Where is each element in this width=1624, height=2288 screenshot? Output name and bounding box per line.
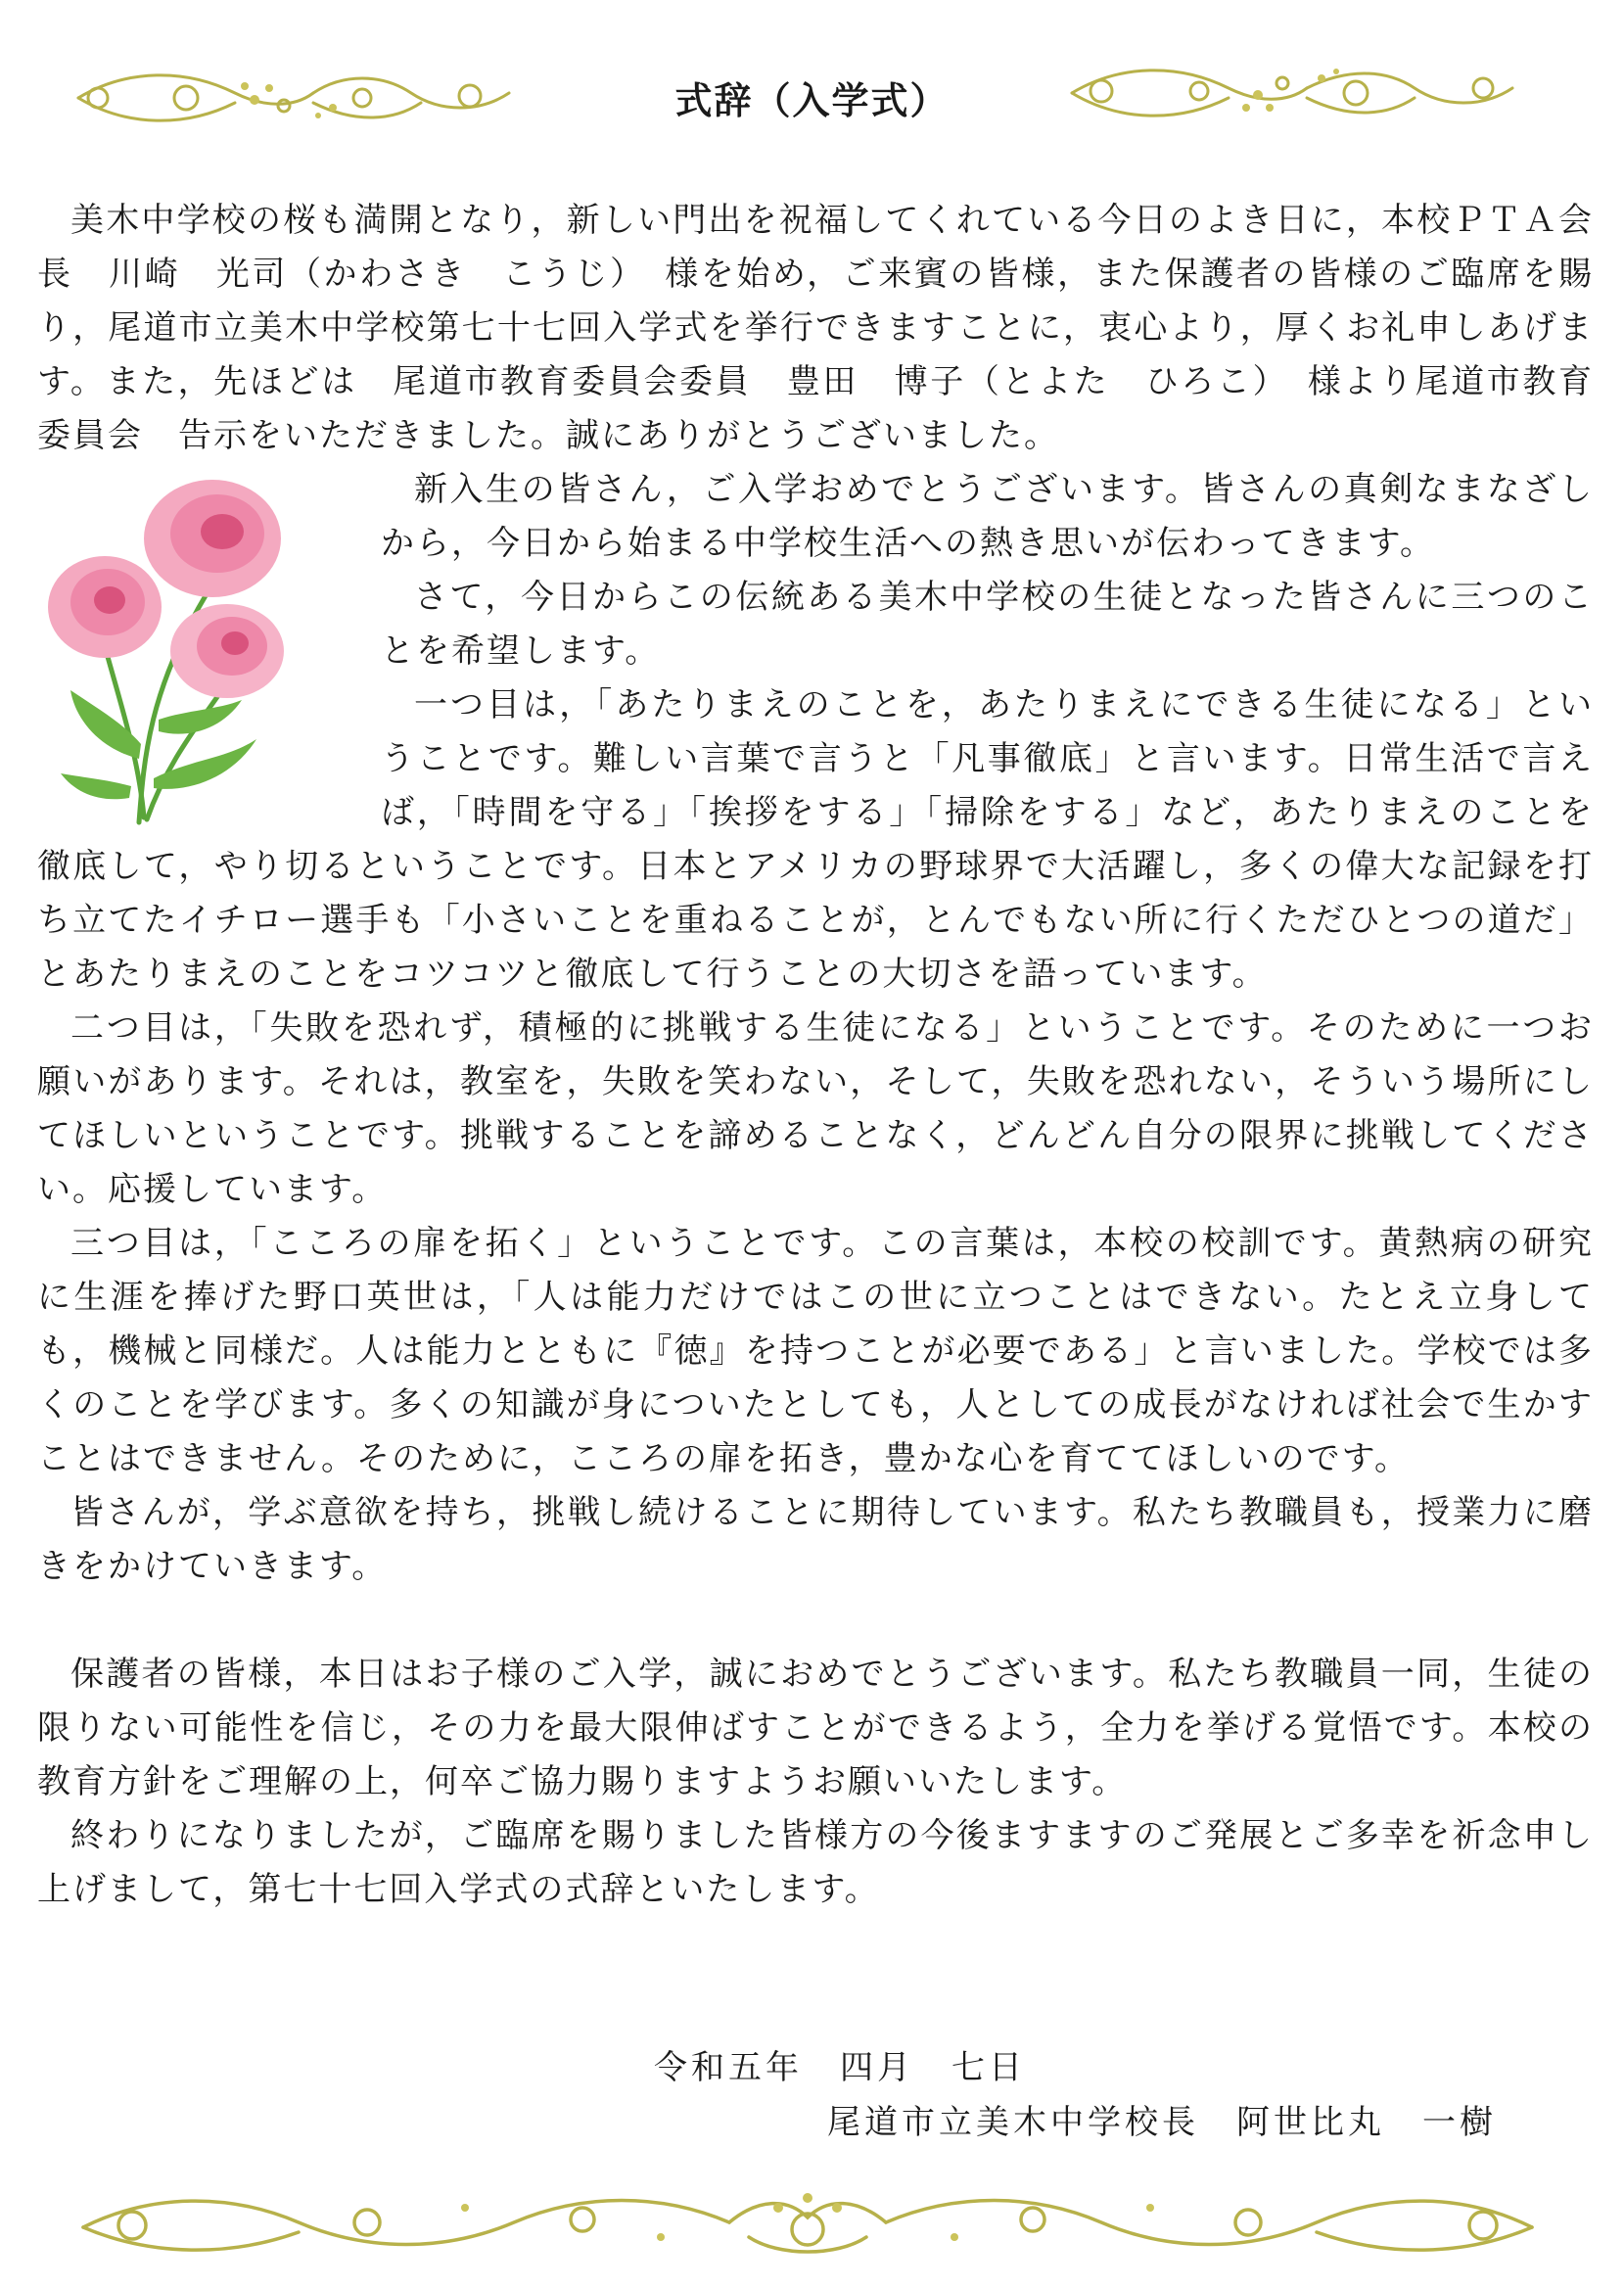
paragraph-third: 三つ目は，「こころの扉を拓く」ということです。この言葉は，本校の校訓です。黄熱病の研究に生涯を捧げた野口英世は，「人は能力だけではこの世に立つことはできない。たとえ立身しても，機械と同様だ。人は能力とともに『徳』を持つことが必要である」と言いました。学校では多くのことを学びます。多くの知識が身についたとしても，人としての成長がなければ社会で生かすことはできません。そのために，こころの扉を拓き，豊かな心を育ててほしいのです。 bbox=[37, 1224, 1594, 1478]
flower-image bbox=[31, 465, 369, 827]
paragraph-first: 一つ目は，「あたりまえのことを，あたりまえにできる生徒になる」ということです。難しい言葉で言うと「凡事徹底」と言います。日常生活で言えば，「時間を守る」「挨拶をする」「掃除をする」など，あたりまえのことを徹底して，やり切るということです。日本とアメリカの野球界で大活躍し，多くの偉大な記録を打ち立てたイチロー選手も「小さいことを重ねることが，とんでもない所に行くただひとつの道だ」とあたりまえのことをコツコツと徹底して行うことの大切さを語っています。 bbox=[37, 685, 1594, 994]
paragraph-three-wishes: さて，今日からこの伝統ある美木中学校の生徒となった皆さんに三つのことを希望します。 bbox=[381, 578, 1594, 671]
paragraph-guardians: 保護者の皆様，本日はお子様のご入学，誠におめでとうございます。私たち教職員一同，生徒の限りない可能性を信じ，その力を最大限伸ばすことができるよう，全力を挙げる覚悟です。本校の教育方針をご理解の上，何卒ご協力賜りますようお願いいたします。 bbox=[37, 1655, 1594, 1801]
signature: 尾道市立美木中学校長 阿世比丸 一樹 bbox=[827, 2103, 1497, 2142]
ornament-bottom bbox=[73, 2178, 1542, 2271]
paragraph-opening: 美木中学校の桜も満開となり，新しい門出を祝福してくれている今日のよき日に，本校ＰＴＡ会長 川崎 光司（かわさき こうじ） 様を始め，ご来賓の皆様，また保護者の皆様のご臨席を賜り，尾道市立美木中学校第七十七回入学式を挙行できますことに，衷心より，厚くお礼申しあげます。また，先ほどは 尾道市教育委員会委員 豊田 博子（とよた ひろこ） 様より尾道市教育委員会 告示をいただきました。誠にありがとうございました。 bbox=[37, 201, 1594, 455]
paragraph-welcome: 新入生の皆さん，ご入学おめでとうございます。皆さんの真剣なまなざしから，今日から始まる中学校生活への熱き思いが伝わってきます。 bbox=[381, 470, 1594, 563]
speech-body bbox=[37, 194, 1594, 1917]
paragraph-expectation: 皆さんが，学ぶ意欲を持ち，挑戦し続けることに期待しています。私たち教職員も，授業力に磨きをかけていきます。 bbox=[37, 1493, 1594, 1586]
page-title: 式辞（入学式） bbox=[674, 78, 950, 122]
paragraph-second: 二つ目は，「失敗を恐れず，積極的に挑戦する生徒になる」ということです。そのために一つお願いがあります。それは，教室を，失敗を笑わない，そして，失敗を恐れない，そういう場所にしてほしいということです。挑戦することを諦めることなく，どんどん自分の限界に挑戦してください。応援しています。 bbox=[37, 1008, 1594, 1209]
paragraph-closing: 終わりになりましたが，ご臨席を賜りました皆様方の今後ますますのご発展とご多幸を祈念申し上げまして，第七十七回入学式の式辞といたします。 bbox=[37, 1816, 1594, 1909]
date: 令和五年 四月 七日 bbox=[654, 2048, 1026, 2087]
